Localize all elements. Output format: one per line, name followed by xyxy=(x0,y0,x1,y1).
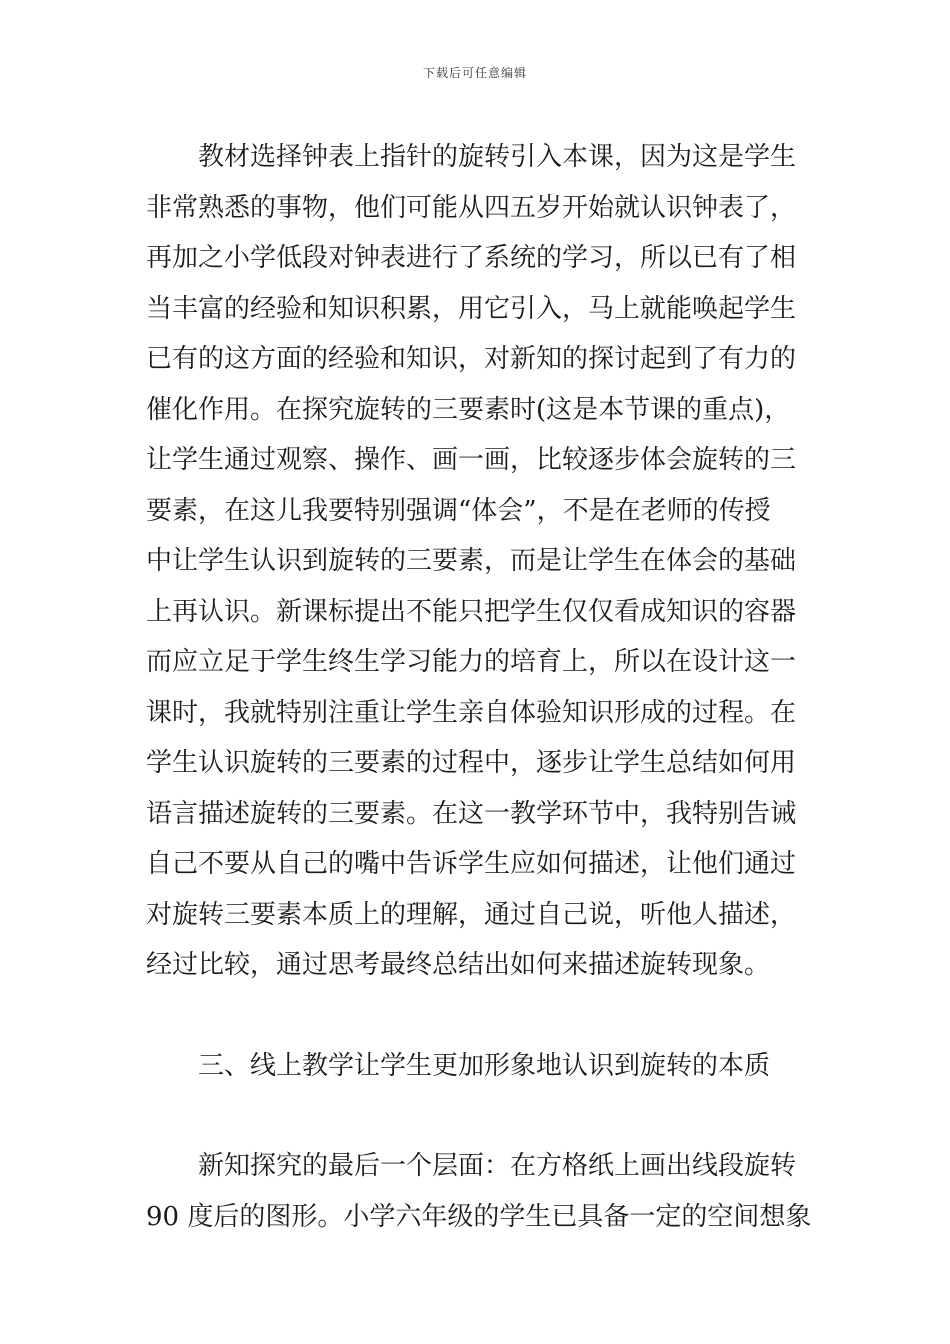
text-line: 学生认识旋转的三要素的过程中，逐步让学生总结如何用 xyxy=(146,748,797,778)
text-line: 新知探究的最后一个层面：在方格纸上画出线段旋转 xyxy=(198,1151,797,1181)
text-line: 已有的这方面的经验和知识，对新知的探讨起到了有力的 xyxy=(146,344,797,374)
text-line: 语言描述旋转的三要素。在这一教学环节中，我特别告诫 xyxy=(146,798,797,829)
text-line: 让学生通过观察、操作、画一画，比较逐步体会旋转的三 xyxy=(146,445,797,475)
paragraph-gap xyxy=(146,1091,808,1141)
text-line: 要素，在这儿我要特别强调“体会”，不是在老师的传授 xyxy=(146,495,771,526)
section-heading: 三、线上教学让学生更加形象地认识到旋转的本质 xyxy=(198,1050,771,1081)
page-header: 下载后可任意编辑 xyxy=(422,66,527,80)
body-paragraph-1 xyxy=(146,132,808,991)
text-line: 催化作用。在探究旋转的三要素时(这是本节课的重点)， xyxy=(146,394,791,425)
text-line: 再加之小学低段对钟表进行了系统的学习，所以已有了相 xyxy=(146,243,797,273)
body-paragraph-2 xyxy=(146,1141,812,1242)
text-line: 教材选择钟表上指针的旋转引入本课，因为这是学生 xyxy=(198,142,797,172)
document-body xyxy=(146,132,812,1242)
paragraph-gap xyxy=(146,991,808,1041)
text-line: 非常熟悉的事物，他们可能从四五岁开始就认识钟表了， xyxy=(146,192,797,223)
text-line: 90 度后的图形。小学六年级的学生已具备一定的空间想象 xyxy=(146,1201,812,1232)
text-line: 当丰富的经验和知识积累，用它引入，马上就能唤起学生 xyxy=(146,293,797,324)
text-line: 课时，我就特别注重让学生亲自体验知识形成的过程。在 xyxy=(146,697,797,728)
text-line: 经过比较，通过思考最终总结出如何来描述旋转现象。 xyxy=(146,950,771,980)
text-line: 自己不要从自己的嘴中告诉学生应如何描述，让他们通过 xyxy=(146,849,797,879)
text-line: 中让学生认识到旋转的三要素，而是让学生在体会的基础 xyxy=(146,546,797,576)
text-line: 而应立足于学生终生学习能力的培育上，所以在设计这一 xyxy=(146,647,797,677)
text-line: 上再认识。新课标提出不能只把学生仅仅看成知识的容器 xyxy=(146,596,797,627)
text-line: 对旋转三要素本质上的理解，通过自己说，听他人描述， xyxy=(146,899,797,930)
